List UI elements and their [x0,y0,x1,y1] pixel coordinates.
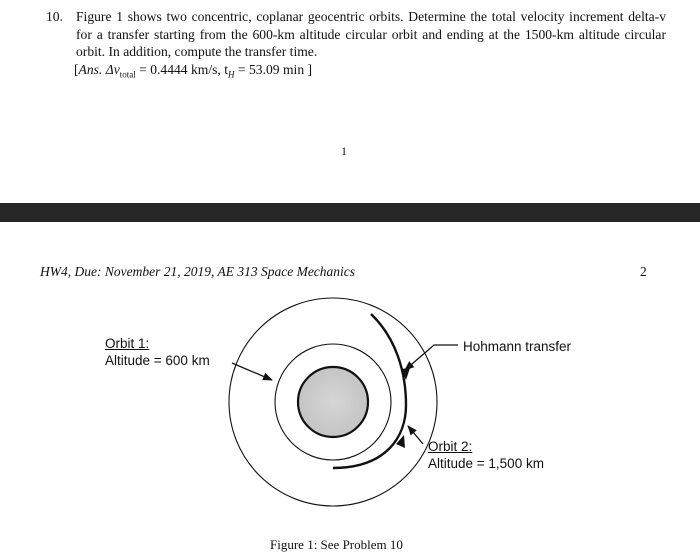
answer-mid: = 0.4444 km/s, t [135,61,229,77]
orbit-2-leader [408,426,423,444]
page-number-1: 1 [341,144,347,158]
transfer-leader [405,345,458,370]
page-divider [0,203,700,222]
orbit-1-leader [232,363,272,380]
page-2-top [0,222,700,555]
earth [298,367,368,437]
problem-number: 10. [46,9,63,24]
problem-text: Figure 1 shows two concentric, coplanar geocentric orbits. Determine the total velocity increment delta-v for a transfer starting from the 600-km altitude circular orbit and ending at the 1500-km altitude circular orbit. In addition, compute the transfer time. [76,9,666,59]
transfer-label: Hohmann transfer [463,339,572,354]
orbit-2-title: Orbit 2: [428,439,473,454]
answer-label: Ans. [78,61,103,77]
orbit-1-label [105,335,210,369]
orbit-1-title: Orbit 1: [105,336,150,351]
orbit-2-altitude: Altitude = 1,500 km [428,456,544,471]
page-header: HW4, Due: November 21, 2019, AE 313 Space Mechanics [40,264,356,279]
answer-delta-v: Δv [102,61,120,77]
orbit-2-label [428,438,544,472]
orbit-1-altitude: Altitude = 600 km [105,353,210,368]
answer-sub-total: total [119,69,136,80]
figure-caption: Figure 1: See Problem 10 [270,537,403,552]
orbit-diagram [0,222,700,555]
page-number-2: 2 [640,264,647,279]
answer-prefix: [ [74,61,79,77]
answer-line [74,61,666,84]
answer-end: = 53.09 min ] [234,61,313,77]
page-1-bottom [0,0,700,203]
answer-sub-h: H [228,69,235,80]
problem-10 [46,8,666,84]
